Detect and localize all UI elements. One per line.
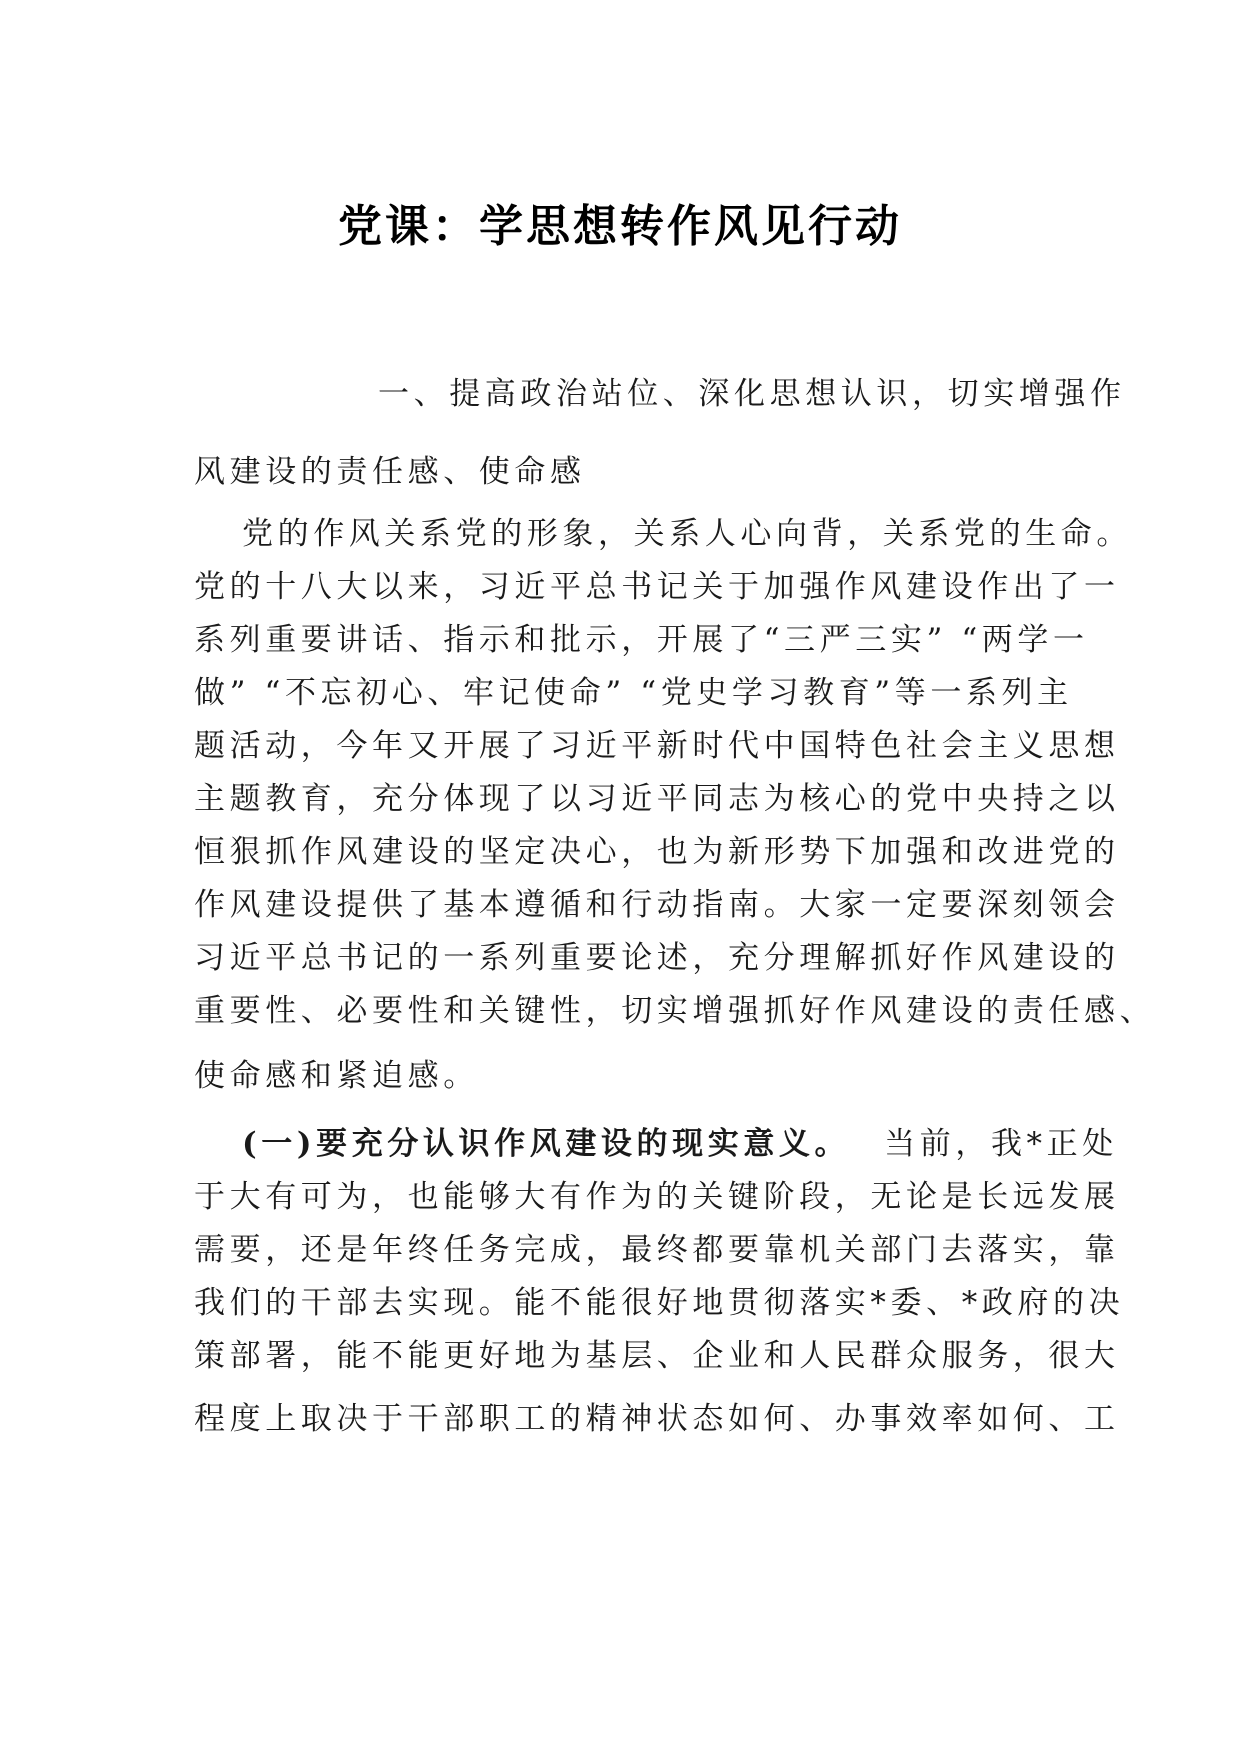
paragraph-line: 做” “不忘初心、牢记使命” “党史学习教育”等一系列主 <box>194 675 1073 711</box>
paragraph-line: 主题教育，充分体现了以习近平同志为核心的党中央持之以 <box>194 781 1120 817</box>
paragraph-line: 使命感和紧迫感。 <box>194 1058 479 1094</box>
paragraph-line: 题活动，今年又开展了习近平新时代中国特色社会主义思想 <box>194 728 1120 764</box>
subsection-first-text: 当前，我*正处 <box>884 1126 1118 1162</box>
paragraph-line: 需要，还是年终任务完成，最终都要靠机关部门去落实，靠 <box>194 1232 1120 1268</box>
section-heading-line-2: 风建设的责任感、使命感 <box>194 454 586 490</box>
paragraph-line: 重要性、必要性和关键性，切实增强抓好作风建设的责任感、 <box>194 993 1156 1029</box>
section-heading-line-1: 一、提高政治站位、深化思想认识，切实增强作 <box>378 376 1126 412</box>
subsection-first-line <box>242 1118 1118 1163</box>
subsection-heading: (一)要充分认识作风建设的现实意义。 <box>242 1126 851 1162</box>
paragraph-line: 策部署，能不能更好地为基层、企业和人民群众服务，很大 <box>194 1338 1120 1374</box>
paragraph-line: 习近平总书记的一系列重要论述，充分理解抓好作风建设的 <box>194 940 1120 976</box>
paragraph-line: 我们的干部去实现。能不能很好地贯彻落实*委、*政府的决 <box>194 1285 1125 1321</box>
paragraph-line: 恒狠抓作风建设的坚定决心，也为新形势下加强和改进党的 <box>194 834 1120 870</box>
paragraph-line: 程度上取决于干部职工的精神状态如何、办事效率如何、工 <box>194 1401 1120 1437</box>
paragraph-line: 系列重要讲话、指示和批示，开展了“三严三实” “两学一 <box>194 622 1089 658</box>
document-title: 党课：学思想转作风见行动 <box>338 201 902 252</box>
paragraph-line: 党的十八大以来，习近平总书记关于加强作风建设作出了一 <box>194 569 1120 605</box>
paragraph-line: 党的作风关系党的形象，关系人心向背，关系党的生命。 <box>242 516 1132 552</box>
paragraph-line: 作风建设提供了基本遵循和行动指南。大家一定要深刻领会 <box>194 887 1120 923</box>
paragraph-line: 于大有可为，也能够大有作为的关键阶段，无论是长远发展 <box>194 1179 1120 1215</box>
